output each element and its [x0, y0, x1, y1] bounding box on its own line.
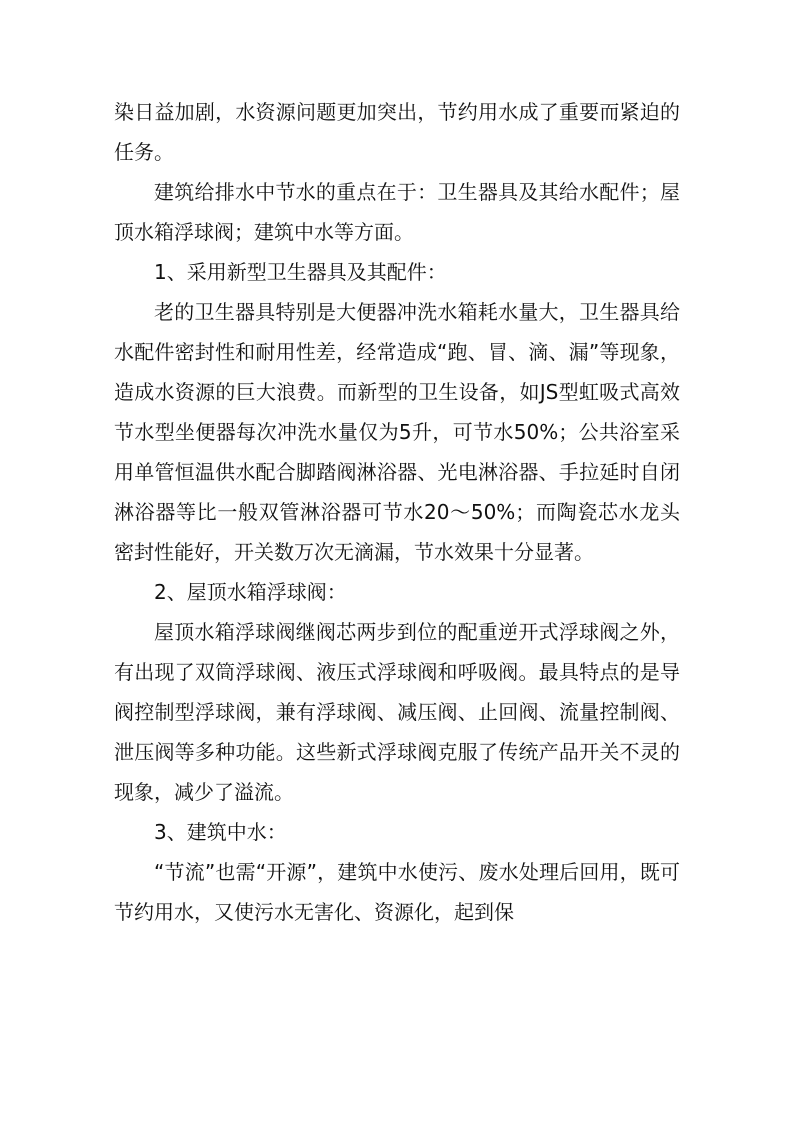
paragraph-continuation: 染日益加剧，水资源问题更加突出，节约用水成了重要而紧迫的任务。: [114, 100, 680, 164]
section-heading-3: 3、建筑中水：: [154, 820, 287, 844]
paragraph-section-1: 老的卫生器具特别是大便器冲洗水箱耗水量大，卫生器具给水配件密封性和耐用性差，经常造成“跑、冒、滴、漏”等现象，造成水资源的巨大浪费。而新型的卫生设备，如JS型虹吸式高效节水型坐便器每次冲洗水量仅为5升，可节水50%；公共浴室采用单管恒温供水配合脚踏阀淋浴器、光电淋浴器、手拉延时自闭淋浴器等比一般双管淋浴器可节水20～50%；而陶瓷芯水龙头密封性能好，开关数万次无滴漏，节水效果十分显著。: [114, 300, 680, 564]
paragraph-section-2: 屋顶水箱浮球阀继阀芯两步到位的配重逆开式浮球阀之外，有出现了双筒浮球阀、液压式浮球阀和呼吸阀。最具特点的是导阀控制型浮球阀，兼有浮球阀、减压阀、止回阀、流量控制阀、泄压阀等多种功能。这些新式浮球阀克服了传统产品开关不灵的现象，减少了溢流。: [114, 620, 680, 804]
section-heading-1: 1、采用新型卫生器具及其配件：: [154, 260, 447, 284]
body-text: [114, 92, 680, 932]
paragraph-intro: 建筑给排水中节水的重点在于：卫生器具及其给水配件；屋顶水箱浮球阀；建筑中水等方面。: [114, 180, 680, 244]
section-heading-2: 2、屋顶水箱浮球阀：: [154, 580, 347, 604]
paragraph-section-3: “节流”也需“开源”，建筑中水使污、废水处理后回用，既可节约用水，又使污水无害化、资源化，起到保: [114, 860, 680, 924]
